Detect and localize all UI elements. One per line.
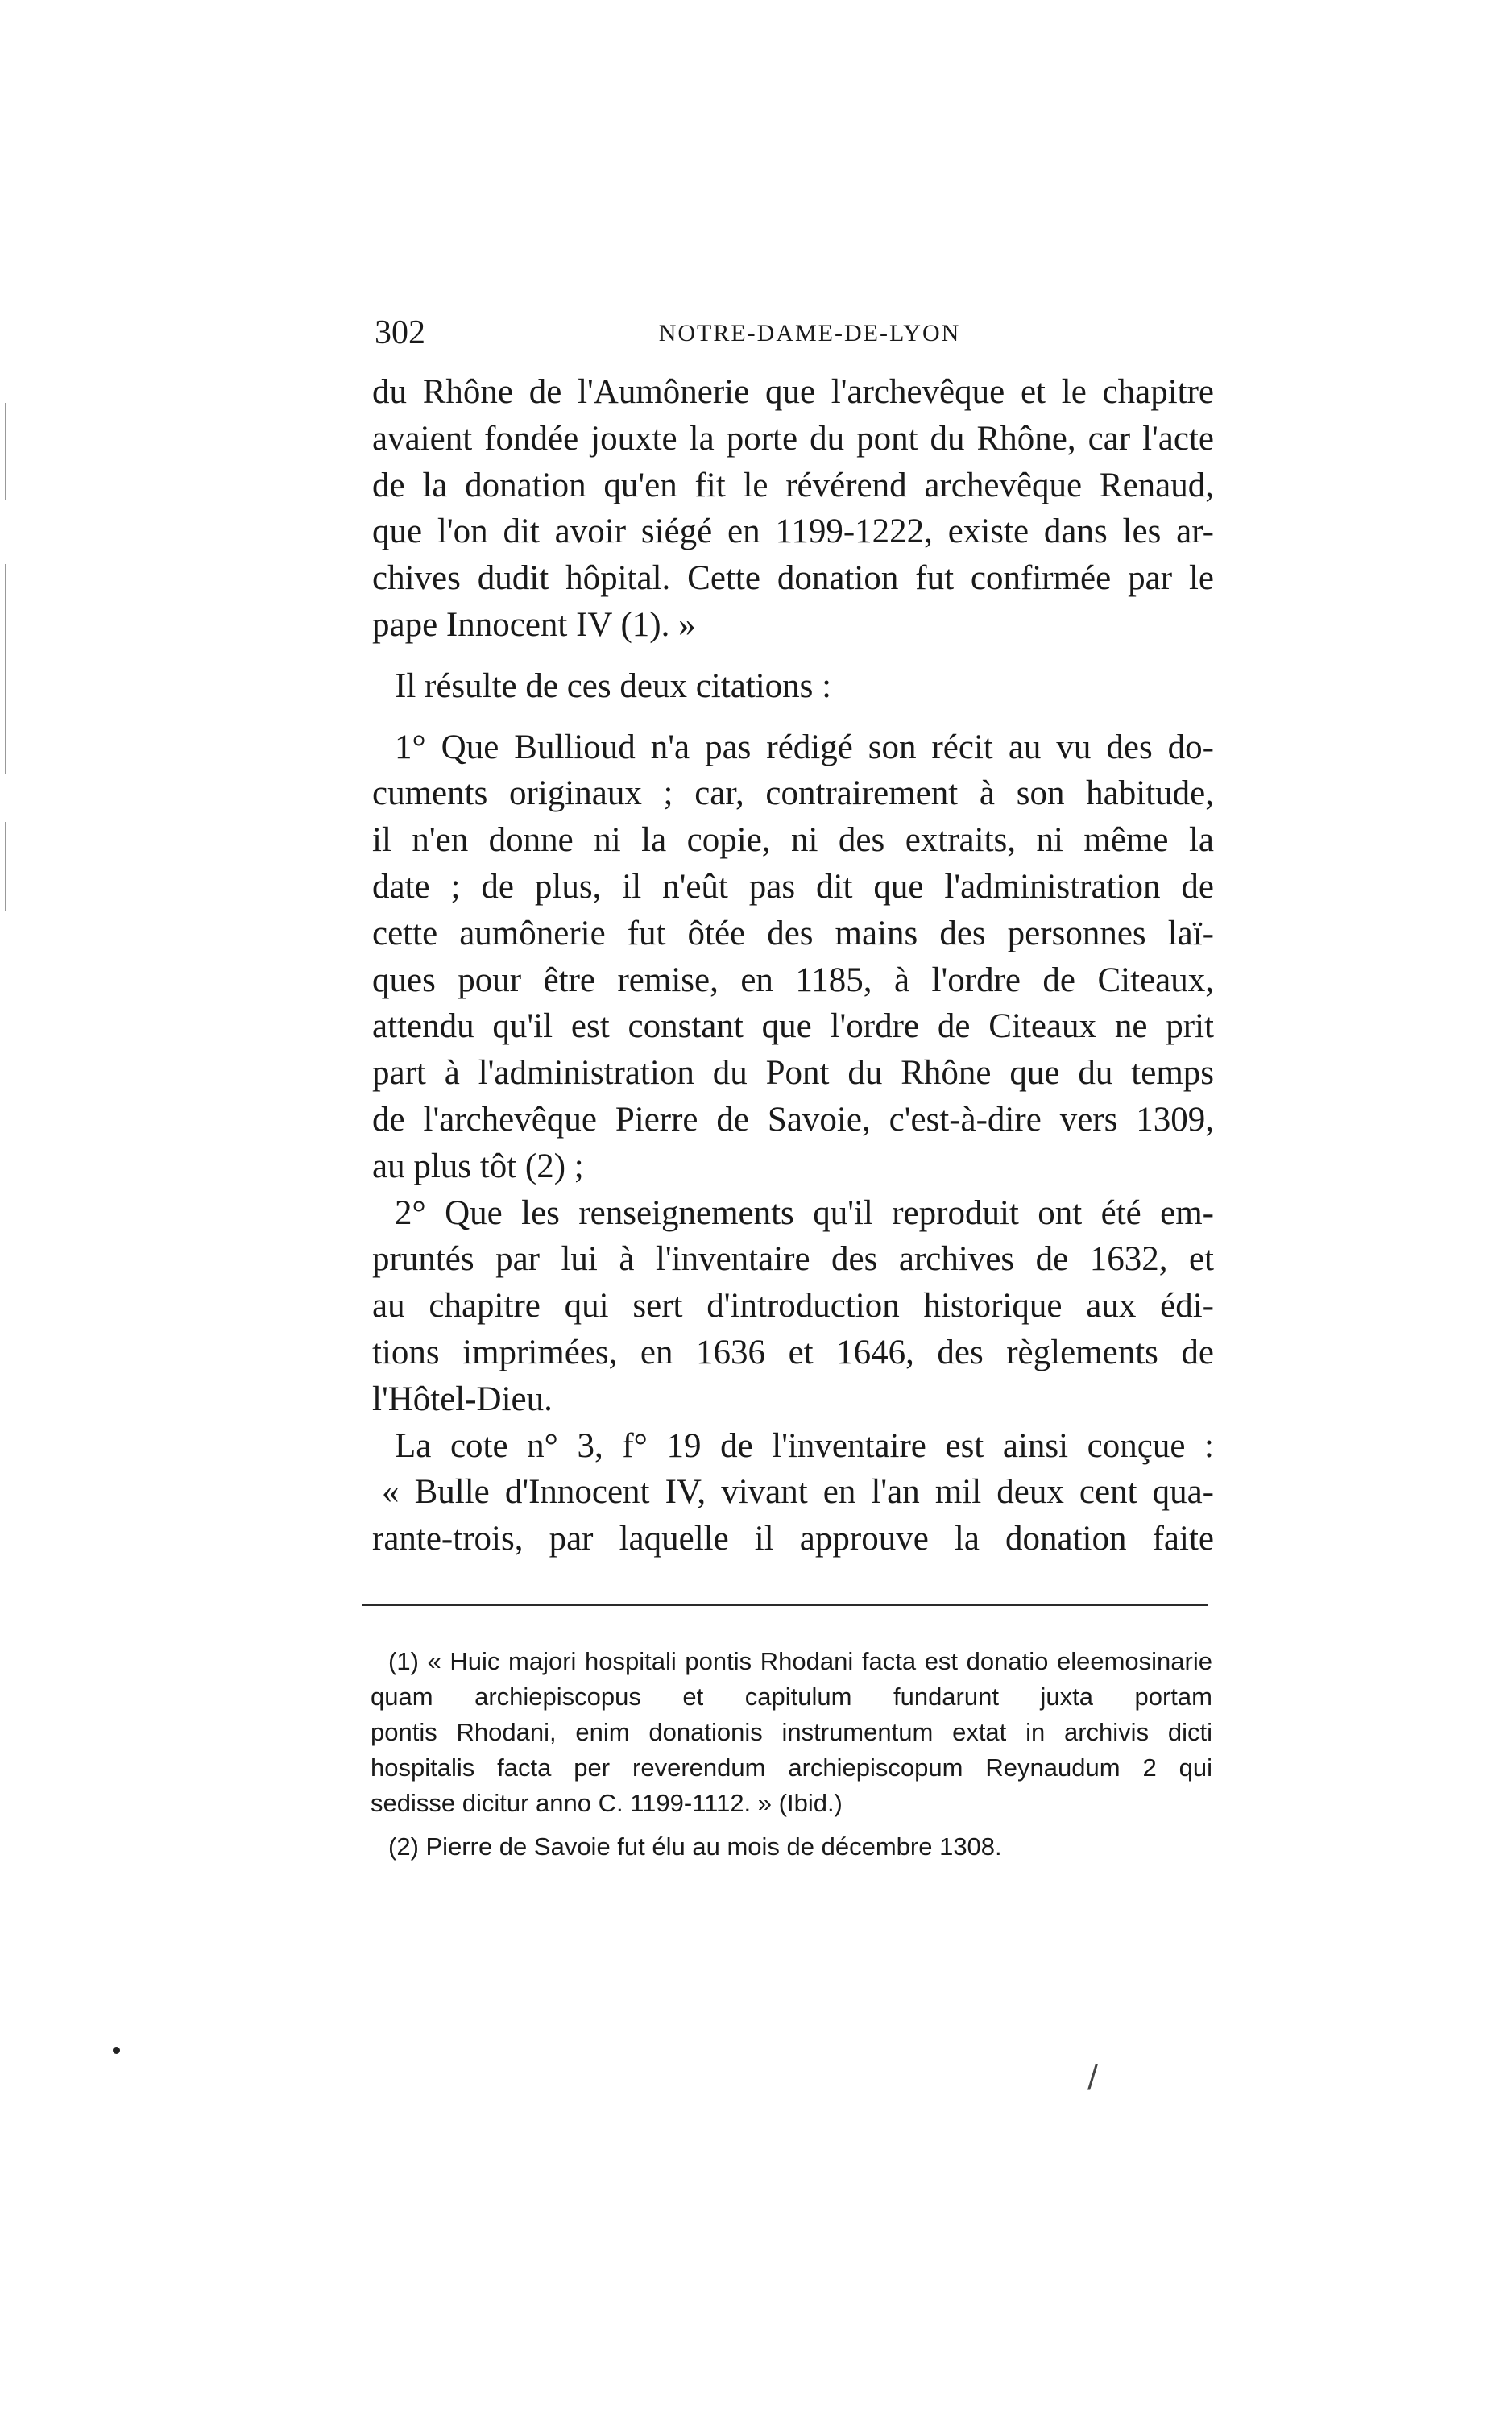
text-line: au chapitre qui sert d'introduction historique aux édi- — [372, 1287, 1214, 1326]
text-line: 1° Que Bullioud n'a pas rédigé son récit au vu des do- — [395, 728, 1214, 766]
paragraph — [372, 369, 1214, 649]
footnote-line: sedisse dicitur anno C. 1199-1112. » (Ibid.) — [371, 1789, 843, 1817]
text-line: date ; de plus, il n'eût pas dit que l'administration de — [372, 867, 1214, 906]
paragraph — [372, 663, 1214, 710]
text-line: de l'archevêque Pierre de Savoie, c'est-à-dire vers 1309, — [372, 1100, 1214, 1139]
footnote-line: (2) Pierre de Savoie fut élu au mois de décembre 1308. — [388, 1832, 1002, 1861]
paragraph — [372, 1190, 1214, 1423]
text-line: l'Hôtel-Dieu. — [372, 1380, 553, 1418]
text-line: cette aumônerie fut ôtée des mains des personnes laï- — [372, 914, 1214, 952]
left-edge-mark — [5, 822, 6, 911]
text-line: de la donation qu'en fit le révérend archevêque Renaud, — [372, 466, 1214, 504]
text-line: part à l'administration du Pont du Rhône que du temps — [372, 1054, 1214, 1093]
margin-slash-mark: / — [1087, 2059, 1098, 2094]
footnote-line: pontis Rhodani, enim donationis instrumentum extat in archivis dicti — [371, 1718, 1212, 1746]
text-line: il n'en donne ni la copie, ni des extraits, ni même la — [372, 821, 1214, 860]
margin-dot — [113, 2047, 120, 2054]
main-text — [372, 369, 1214, 1562]
text-line: pape Innocent IV (1). » — [372, 605, 696, 644]
footnote-line: quam archiepiscopus et capitulum fundarunt juxta portam — [371, 1683, 1212, 1711]
text-line: pruntés par lui à l'inventaire des archives de 1632, et — [372, 1240, 1214, 1279]
footnote-2 — [371, 1829, 1212, 1865]
footnote-line: (1) « Huic majori hospitali pontis Rhodani facta est donatio eleemosinarie — [388, 1647, 1212, 1675]
text-line: du Rhône de l'Aumônerie que l'archevêque et le chapitre — [372, 373, 1214, 411]
paragraph — [372, 1423, 1214, 1562]
text-line: au plus tôt (2) ; — [372, 1147, 584, 1185]
text-line: ques pour être remise, en 1185, à l'ordre de Citeaux, — [372, 961, 1214, 999]
running-title: NOTRE-DAME-DE-LYON — [658, 320, 961, 346]
page-number: 302 — [375, 314, 425, 351]
text-line: La cote n° 3, f° 19 de l'inventaire est ainsi conçue : — [395, 1426, 1214, 1465]
text-line: que l'on dit avoir siégé en 1199-1222, existe dans les ar- — [372, 512, 1214, 551]
left-edge-mark — [5, 403, 6, 500]
text-line: attendu qu'il est constant que l'ordre de Citeaux ne prit — [372, 1007, 1214, 1046]
text-line: rante-trois, par laquelle il approuve la donation faite — [372, 1520, 1214, 1558]
footnote-1 — [371, 1644, 1212, 1821]
text-line: chives dudit hôpital. Cette donation fut confirmée par le — [372, 559, 1214, 598]
footnote-separator — [362, 1604, 1208, 1606]
paragraph — [372, 724, 1214, 1190]
footnote-line: hospitalis facta per reverendum archiepiscopum Reynaudum 2 qui — [371, 1753, 1212, 1782]
footnotes — [371, 1644, 1212, 1865]
text-line: « Bulle d'Innocent IV, vivant en l'an mil deux cent qua- — [382, 1473, 1214, 1512]
text-line: cuments originaux ; car, contrairement à son habitude, — [372, 774, 1214, 813]
text-line: 2° Que les renseignements qu'il reproduit ont été em- — [395, 1193, 1214, 1232]
text-line: Il résulte de ces deux citations : — [395, 666, 832, 705]
text-line: tions imprimées, en 1636 et 1646, des règlements de — [372, 1333, 1214, 1371]
text-line: avaient fondée jouxte la porte du pont du Rhône, car l'acte — [372, 419, 1214, 458]
page-header — [375, 313, 1212, 353]
left-edge-mark — [5, 564, 6, 774]
